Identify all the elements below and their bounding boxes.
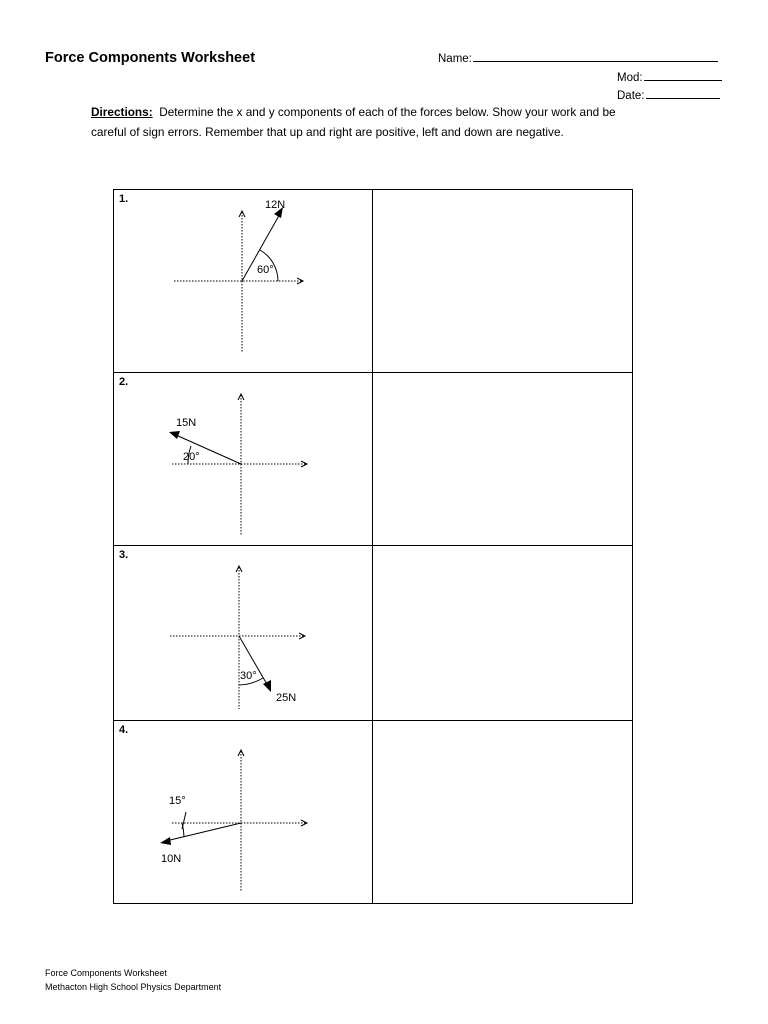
directions <box>91 102 691 142</box>
problem-1-number: 1. <box>119 193 129 205</box>
problem-row-1 <box>114 190 633 373</box>
problem-row-2 <box>114 373 633 546</box>
name-label: Name: <box>438 53 472 65</box>
date-field[interactable] <box>617 88 720 102</box>
problem-1-force: 12N <box>265 199 286 211</box>
footer-line-2: Methacton High School Physics Department <box>45 982 222 992</box>
problem-row-4 <box>114 721 633 904</box>
problem-2-figure <box>114 373 373 546</box>
problem-1-answer-area[interactable] <box>373 190 633 373</box>
directions-line-2: careful of sign errors. Remember that up and right are positive, left and down are negative. <box>91 125 564 139</box>
problem-2-diagram <box>114 373 372 546</box>
problem-3-angle: 30° <box>240 670 257 682</box>
problem-3-answer-area[interactable] <box>373 546 633 721</box>
mod-blank[interactable] <box>644 70 722 81</box>
problem-3-diagram <box>114 546 372 721</box>
name-field[interactable] <box>438 51 718 65</box>
date-blank[interactable] <box>646 88 720 99</box>
footer-line-1: Force Components Worksheet <box>45 968 167 978</box>
problem-1-diagram <box>114 190 372 373</box>
problems-table <box>113 189 633 904</box>
date-label: Date: <box>617 90 645 102</box>
problem-4-angle: 15° <box>169 795 186 807</box>
problem-4-figure <box>114 721 373 904</box>
problem-3-force: 25N <box>276 692 297 704</box>
name-blank[interactable] <box>473 51 718 62</box>
directions-label: Directions: <box>91 105 153 119</box>
problem-row-3 <box>114 546 633 721</box>
problem-4-diagram <box>114 721 372 904</box>
problem-1-figure <box>114 190 373 373</box>
problem-4-number: 4. <box>119 724 129 736</box>
problem-2-number: 2. <box>119 376 129 388</box>
mod-field[interactable] <box>617 70 722 84</box>
problem-1-angle: 60° <box>257 264 274 276</box>
problem-2-force: 15N <box>176 417 197 429</box>
mod-label: Mod: <box>617 72 643 84</box>
footer <box>45 966 221 994</box>
problem-4-force: 10N <box>161 853 182 865</box>
problem-4-answer-area[interactable] <box>373 721 633 904</box>
problem-2-answer-area[interactable] <box>373 373 633 546</box>
directions-line-1: Determine the x and y components of each of the forces below. Show your work and be <box>159 105 616 119</box>
problem-3-figure <box>114 546 373 721</box>
problem-3-number: 3. <box>119 549 129 561</box>
worksheet-title: Force Components Worksheet <box>45 50 256 66</box>
problem-2-angle: 20° <box>183 451 200 463</box>
